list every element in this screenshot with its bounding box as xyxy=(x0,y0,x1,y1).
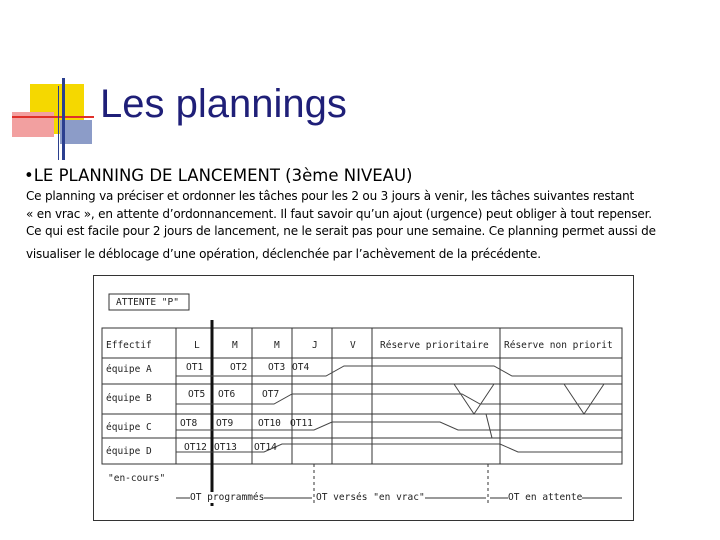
row-label-equipe-b: équipe B xyxy=(106,393,152,404)
header-effectif: Effectif xyxy=(106,340,152,351)
paragraph-line-1: Ce planning va préciser et ordonner les tâches pour les 2 ou 3 jours à venir, les tâches suivantes restant xyxy=(26,189,635,203)
row-label-equipe-c: équipe C xyxy=(106,422,152,433)
deco-vertical-line xyxy=(62,78,65,160)
ot-label: OT11 xyxy=(290,418,313,429)
attente-label: ATTENTE "P" xyxy=(116,297,179,308)
ot-label: OT7 xyxy=(262,389,280,400)
ot-label: OT12 xyxy=(184,442,207,453)
paragraph-line-2: « en vrac », en attente d’ordonnancement. Il faut savoir qu’un ajout (urgence) peut obliger à tout repenser. xyxy=(26,207,652,221)
ot-label: OT5 xyxy=(188,389,206,400)
row-label-equipe-a: équipe A xyxy=(106,364,152,375)
ot-label: OT14 xyxy=(254,442,277,453)
row-label-equipe-d: équipe D xyxy=(106,446,152,457)
paragraph-line-4: visualiser le déblocage d’une opération, déclenchée par l’achèvement de la précédente. xyxy=(26,247,541,261)
header-day-v: V xyxy=(350,340,356,351)
ot-label: OT1 xyxy=(186,362,204,373)
ot-label: OT9 xyxy=(216,418,234,429)
header-day-m2: M xyxy=(274,340,280,351)
ot-label: OT8 xyxy=(180,418,198,429)
planning-figure-lines xyxy=(94,276,633,520)
ot-label: OT4 xyxy=(292,362,310,373)
ot-label: OT13 xyxy=(214,442,237,453)
ot-label: OT3 xyxy=(268,362,286,373)
bottom-label-ot-programmes: OT programmés xyxy=(190,492,265,503)
en-cours-label: "en-cours" xyxy=(108,473,166,484)
deco-vertical-line-2 xyxy=(58,86,59,160)
bullet-heading: •LE PLANNING DE LANCEMENT (3ème NIVEAU) xyxy=(24,166,413,185)
deco-red-line xyxy=(12,116,94,118)
ot-label: OT2 xyxy=(230,362,248,373)
bottom-label-ot-en-attente: OT en attente xyxy=(508,492,583,503)
planning-figure xyxy=(93,275,634,521)
slide-title: Les plannings xyxy=(100,82,347,126)
header-day-j: J xyxy=(312,340,318,351)
ot-label: OT10 xyxy=(258,418,281,429)
bottom-label-ot-verses-en-vrac: OT versés "en vrac" xyxy=(316,492,425,503)
paragraph-line-3: Ce qui est facile pour 2 jours de lancement, ne le serait pas pour une semaine. Ce planning permet aussi de xyxy=(26,224,656,238)
header-day-m1: M xyxy=(232,340,238,351)
header-reserve-prioritaire: Réserve prioritaire xyxy=(380,340,489,351)
header-day-l: L xyxy=(194,340,200,351)
header-reserve-non-prioritaire: Réserve non priorit xyxy=(504,340,613,351)
ot-label: OT6 xyxy=(218,389,236,400)
